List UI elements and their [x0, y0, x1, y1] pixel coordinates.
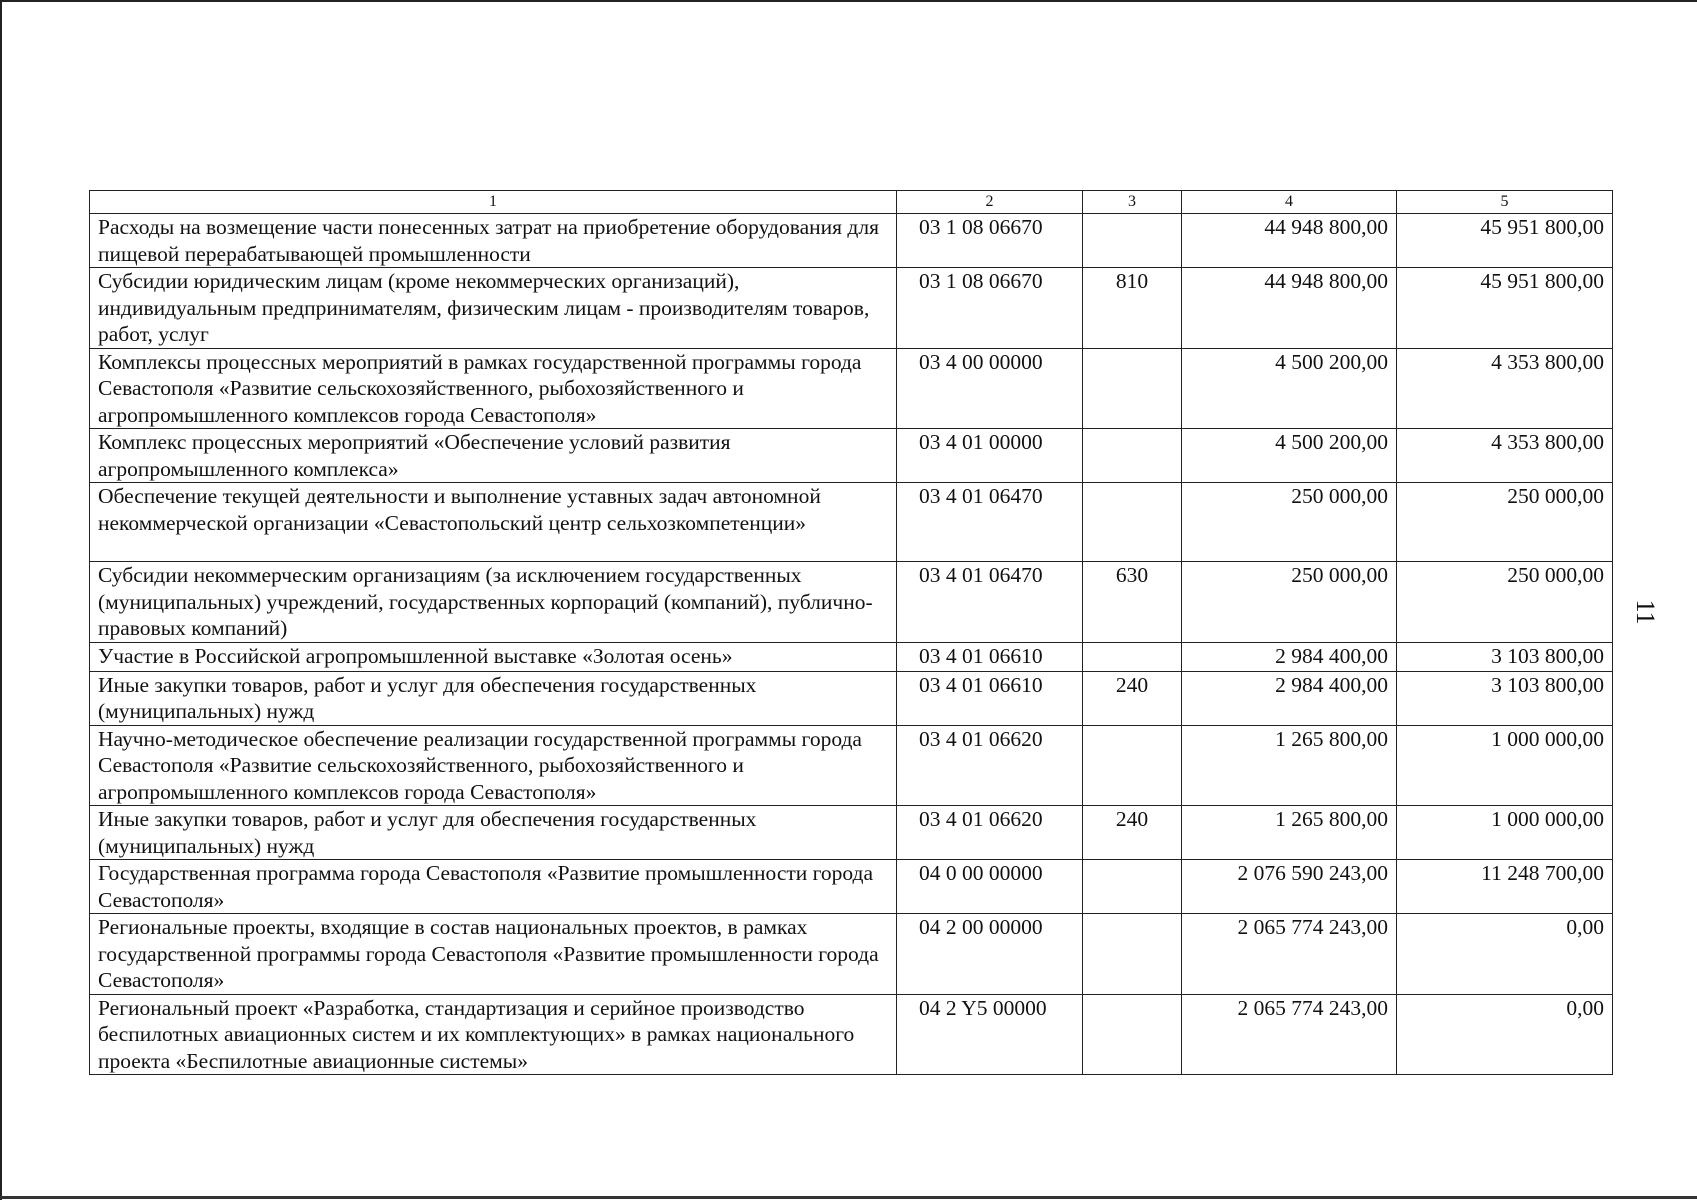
row-name-cell: Государственная программа города Севастополя «Развитие промышленности города Севастополя»	[90, 860, 897, 914]
row-amount-2-cell: 1 000 000,00	[1397, 725, 1613, 806]
row-amount-2-cell: 0,00	[1397, 994, 1613, 1075]
row-amount-1-cell: 2 076 590 243,00	[1182, 860, 1397, 914]
row-expense-type-cell	[1083, 348, 1182, 429]
row-name-cell: Комплекс процессных мероприятий «Обеспечение условий развития агропромышленного комплекса»	[90, 429, 897, 483]
table-row	[90, 671, 1613, 725]
row-expense-type-cell	[1083, 642, 1182, 671]
column-number-5: 5	[1397, 191, 1613, 214]
row-amount-1-cell: 2 065 774 243,00	[1182, 994, 1397, 1075]
row-amount-2-cell: 0,00	[1397, 914, 1613, 995]
row-code-cell: 03 4 01 00000	[897, 429, 1083, 483]
row-name-cell: Субсидии некоммерческим организациям (за исключением государственных (муниципальных) учреждений, государственных корпораций (компаний), публично-правовых компаний)	[90, 562, 897, 643]
row-name-cell: Научно-методическое обеспечение реализации государственной программы города Севастополя «Развитие сельскохозяйственного, рыбохозяйственного и агропромышленного комплексов города Севастополя»	[90, 725, 897, 806]
row-code-cell: 03 4 01 06470	[897, 562, 1083, 643]
row-code-cell: 03 4 01 06610	[897, 671, 1083, 725]
row-expense-type-cell	[1083, 725, 1182, 806]
row-code-cell: 04 2 Y5 00000	[897, 994, 1083, 1075]
row-amount-1-cell: 44 948 800,00	[1182, 268, 1397, 349]
page-number: 11	[1631, 599, 1660, 625]
table-row	[90, 268, 1613, 349]
row-code-cell: 03 1 08 06670	[897, 214, 1083, 268]
column-number-1: 1	[90, 191, 897, 214]
row-code-cell: 03 4 01 06620	[897, 806, 1083, 860]
row-amount-1-cell: 4 500 200,00	[1182, 429, 1397, 483]
row-expense-type-cell: 240	[1083, 806, 1182, 860]
row-expense-type-cell	[1083, 860, 1182, 914]
column-number-4: 4	[1182, 191, 1397, 214]
row-amount-1-cell: 2 065 774 243,00	[1182, 914, 1397, 995]
row-amount-1-cell: 4 500 200,00	[1182, 348, 1397, 429]
table-row	[90, 562, 1613, 643]
row-amount-2-cell: 250 000,00	[1397, 483, 1613, 562]
row-name-cell: Иные закупки товаров, работ и услуг для обеспечения государственных (муниципальных) нужд	[90, 671, 897, 725]
table-header-row	[90, 191, 1613, 214]
row-amount-2-cell: 11 248 700,00	[1397, 860, 1613, 914]
row-amount-1-cell: 2 984 400,00	[1182, 671, 1397, 725]
table-row	[90, 214, 1613, 268]
row-amount-2-cell: 3 103 800,00	[1397, 642, 1613, 671]
row-expense-type-cell	[1083, 914, 1182, 995]
page-edge-bottom	[0, 1196, 1697, 1199]
row-code-cell: 03 1 08 06670	[897, 268, 1083, 349]
row-expense-type-cell: 630	[1083, 562, 1182, 643]
row-amount-2-cell: 1 000 000,00	[1397, 806, 1613, 860]
row-expense-type-cell	[1083, 429, 1182, 483]
row-amount-1-cell: 250 000,00	[1182, 483, 1397, 562]
row-code-cell: 03 4 00 00000	[897, 348, 1083, 429]
row-expense-type-cell	[1083, 483, 1182, 562]
row-name-cell: Иные закупки товаров, работ и услуг для обеспечения государственных (муниципальных) нужд	[90, 806, 897, 860]
row-name-cell: Участие в Российской агропромышленной выставке «Золотая осень»	[90, 642, 897, 671]
table-row	[90, 429, 1613, 483]
row-expense-type-cell: 810	[1083, 268, 1182, 349]
row-amount-2-cell: 3 103 800,00	[1397, 671, 1613, 725]
row-code-cell: 04 0 00 00000	[897, 860, 1083, 914]
table-row	[90, 914, 1613, 995]
row-expense-type-cell	[1083, 994, 1182, 1075]
row-amount-1-cell: 1 265 800,00	[1182, 725, 1397, 806]
table-row	[90, 994, 1613, 1075]
row-amount-2-cell: 45 951 800,00	[1397, 214, 1613, 268]
row-code-cell: 03 4 01 06610	[897, 642, 1083, 671]
row-amount-2-cell: 250 000,00	[1397, 562, 1613, 643]
row-name-cell: Комплексы процессных мероприятий в рамках государственной программы города Севастополя «Развитие сельскохозяйственного, рыбохозяйственного и агропромышленного комплексов города Севастополя»	[90, 348, 897, 429]
table-row	[90, 806, 1613, 860]
budget-table-body	[90, 191, 1613, 1075]
table-row	[90, 642, 1613, 671]
column-number-2: 2	[897, 191, 1083, 214]
page-edge-top	[0, 0, 1697, 2]
row-amount-1-cell: 250 000,00	[1182, 562, 1397, 643]
row-name-cell: Региональный проект «Разработка, стандартизация и серийное производство беспилотных авиационных систем и их комплектующих» в рамках национального проекта «Беспилотные авиационные системы»	[90, 994, 897, 1075]
page-edge-left	[0, 0, 2, 1200]
table-row	[90, 860, 1613, 914]
budget-table	[89, 190, 1613, 1075]
row-amount-1-cell: 2 984 400,00	[1182, 642, 1397, 671]
row-name-cell: Субсидии юридическим лицам (кроме некоммерческих организаций), индивидуальным предпринимателям, физическим лицам - производителям товаров, работ, услуг	[90, 268, 897, 349]
row-name-cell: Региональные проекты, входящие в состав национальных проектов, в рамках государственной программы города Севастополя «Развитие промышленности города Севастополя»	[90, 914, 897, 995]
row-amount-2-cell: 45 951 800,00	[1397, 268, 1613, 349]
row-code-cell: 03 4 01 06470	[897, 483, 1083, 562]
row-code-cell: 03 4 01 06620	[897, 725, 1083, 806]
row-expense-type-cell: 240	[1083, 671, 1182, 725]
table-row	[90, 348, 1613, 429]
table-row	[90, 725, 1613, 806]
row-expense-type-cell	[1083, 214, 1182, 268]
row-code-cell: 04 2 00 00000	[897, 914, 1083, 995]
row-amount-2-cell: 4 353 800,00	[1397, 348, 1613, 429]
row-amount-2-cell: 4 353 800,00	[1397, 429, 1613, 483]
row-amount-1-cell: 44 948 800,00	[1182, 214, 1397, 268]
row-amount-1-cell: 1 265 800,00	[1182, 806, 1397, 860]
table-row	[90, 483, 1613, 562]
column-number-3: 3	[1083, 191, 1182, 214]
row-name-cell: Расходы на возмещение части понесенных затрат на приобретение оборудования для пищевой перерабатывающей промышленности	[90, 214, 897, 268]
row-name-cell: Обеспечение текущей деятельности и выполнение уставных задач автономной некоммерческой организации «Севастопольский центр сельхозкомпетенции»	[90, 483, 897, 562]
